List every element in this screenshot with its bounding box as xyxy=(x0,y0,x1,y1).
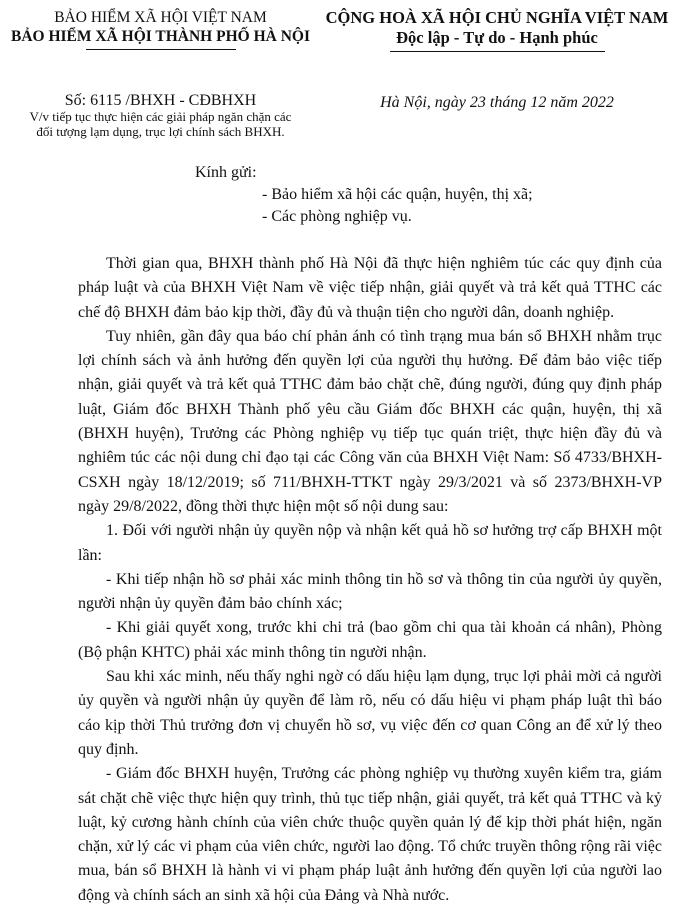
issue-date: Hà Nội, ngày 23 tháng 12 năm 2022 xyxy=(380,94,614,111)
recipient-1: - Bảo hiểm xã hội các quận, huyện, thị xã; xyxy=(262,186,533,203)
body-paragraph: Sau khi xác minh, nếu thấy nghi ngờ có dấu hiệu lạm dụng, trục lợi phải mời cả người ủy quyền và người nhận ủy quyền để làm rõ, nếu có dấu hiệu vi phạm pháp luật thì báo cáo kịp thời Thủ trưởng đơn vị chuyển hồ sơ, vụ việc đến cơ quan Công an để xử lý theo quy định. xyxy=(78,668,662,758)
body-paragraph: Thời gian qua, BHXH thành phố Hà Nội đã thực hiện nghiêm túc các quy định của pháp luật và của BHXH Việt Nam về việc tiếp nhận, giải quyết và trả kết quả TTHC các chế độ BHXH đảm bảo kịp thời, đầy đủ và thuận tiện cho người dân, doanh nghiệp. xyxy=(78,255,662,321)
body-paragraph: Tuy nhiên, gần đây qua báo chí phản ánh có tình trạng mua bán sổ BHXH nhằm trục lợi chính sách và ảnh hưởng đến quyền lợi của người thụ hưởng. Để đảm bảo việc tiếp nhận, giải quyết và trả kết quả TTHC đảm bảo chặt chẽ, đúng người, đúng quy định pháp luật, Giám đốc BHXH Thành phố yêu cầu Giám đốc BHXH các quận, huyện, thị xã (BHXH huyện), Trưởng các Phòng nghiệp vụ tiếp tục quán triệt, thực hiện đầy đủ và nghiêm túc các nội dung chỉ đạo tại các Công văn của BHXH Việt Nam: Số 4733/BHXH-CSXH ngày 18/12/2019; số 711/BHXH-TTKT ngày 29/3/2021 và số 2373/BHXH-VP ngày 29/8/2022, đồng thời thực hiện một số nội dung sau: xyxy=(78,327,662,515)
letter-body xyxy=(78,252,662,908)
parent-agency: BẢO HIỂM XÃ HỘI VIỆT NAM xyxy=(54,9,267,26)
document-subject xyxy=(8,109,313,139)
body-paragraph: 1. Đối với người nhận ủy quyền nộp và nhận kết quả hồ sơ hưởng trợ cấp BHXH một lần: xyxy=(78,522,662,564)
salutation-label: Kính gửi: xyxy=(195,164,257,181)
recipient-2: - Các phòng nghiệp vụ. xyxy=(262,208,412,225)
body-paragraph: - Khi tiếp nhận hồ sơ phải xác minh thông tin hồ sơ và thông tin của người ủy quyền, người nhận ủy quyền đảm bảo chính xác; xyxy=(78,570,662,613)
body-paragraph: - Giám đốc BHXH huyện, Trưởng các phòng nghiệp vụ thường xuyên kiểm tra, giám sát chặt chẽ việc thực hiện quy trình, thủ tục tiếp nhận, giải quyết, trả kết quả TTHC và kỷ luật, kỷ cương hành chính của viên chức thuộc quyền quản lý để kịp thời phát hiện, ngăn chặn, xử lý các vi phạm của viên chức, người lao động. Tổ chức truyền thông rộng rãi việc mua, bán sổ BHXH là hành vi vi phạm pháp luật ảnh hưởng đến quyền lợi của người lao động và chính sách an sinh xã hội của Đảng và Nhà nước. xyxy=(78,765,662,904)
motto-underline xyxy=(390,51,605,52)
subject-line-1: V/v tiếp tục thực hiện các giải pháp ngăn chặn các xyxy=(29,109,292,124)
body-paragraph: - Khi giải quyết xong, trước khi chi trả (bao gồm chi qua tài khoản cá nhân), Phòng (Bộ phận KHTC) phải xác minh thông tin người nhận. xyxy=(78,619,662,661)
document-number: Số: 6115 /BHXH - CĐBHXH xyxy=(64,92,257,109)
national-title: CỘNG HOÀ XÃ HỘI CHỦ NGHĨA VIỆT NAM xyxy=(325,8,669,27)
subject-line-2: đối tượng lạm dụng, trục lợi chính sách BHXH. xyxy=(36,124,285,139)
issuing-agency: BẢO HIỂM XÃ HỘI THÀNH PHỐ HÀ NỘI xyxy=(11,28,310,45)
national-title-block xyxy=(318,8,676,52)
national-motto: Độc lập - Tự do - Hạnh phúc xyxy=(396,28,598,47)
agency-underline xyxy=(86,49,236,50)
issuing-agency-block xyxy=(8,8,313,50)
